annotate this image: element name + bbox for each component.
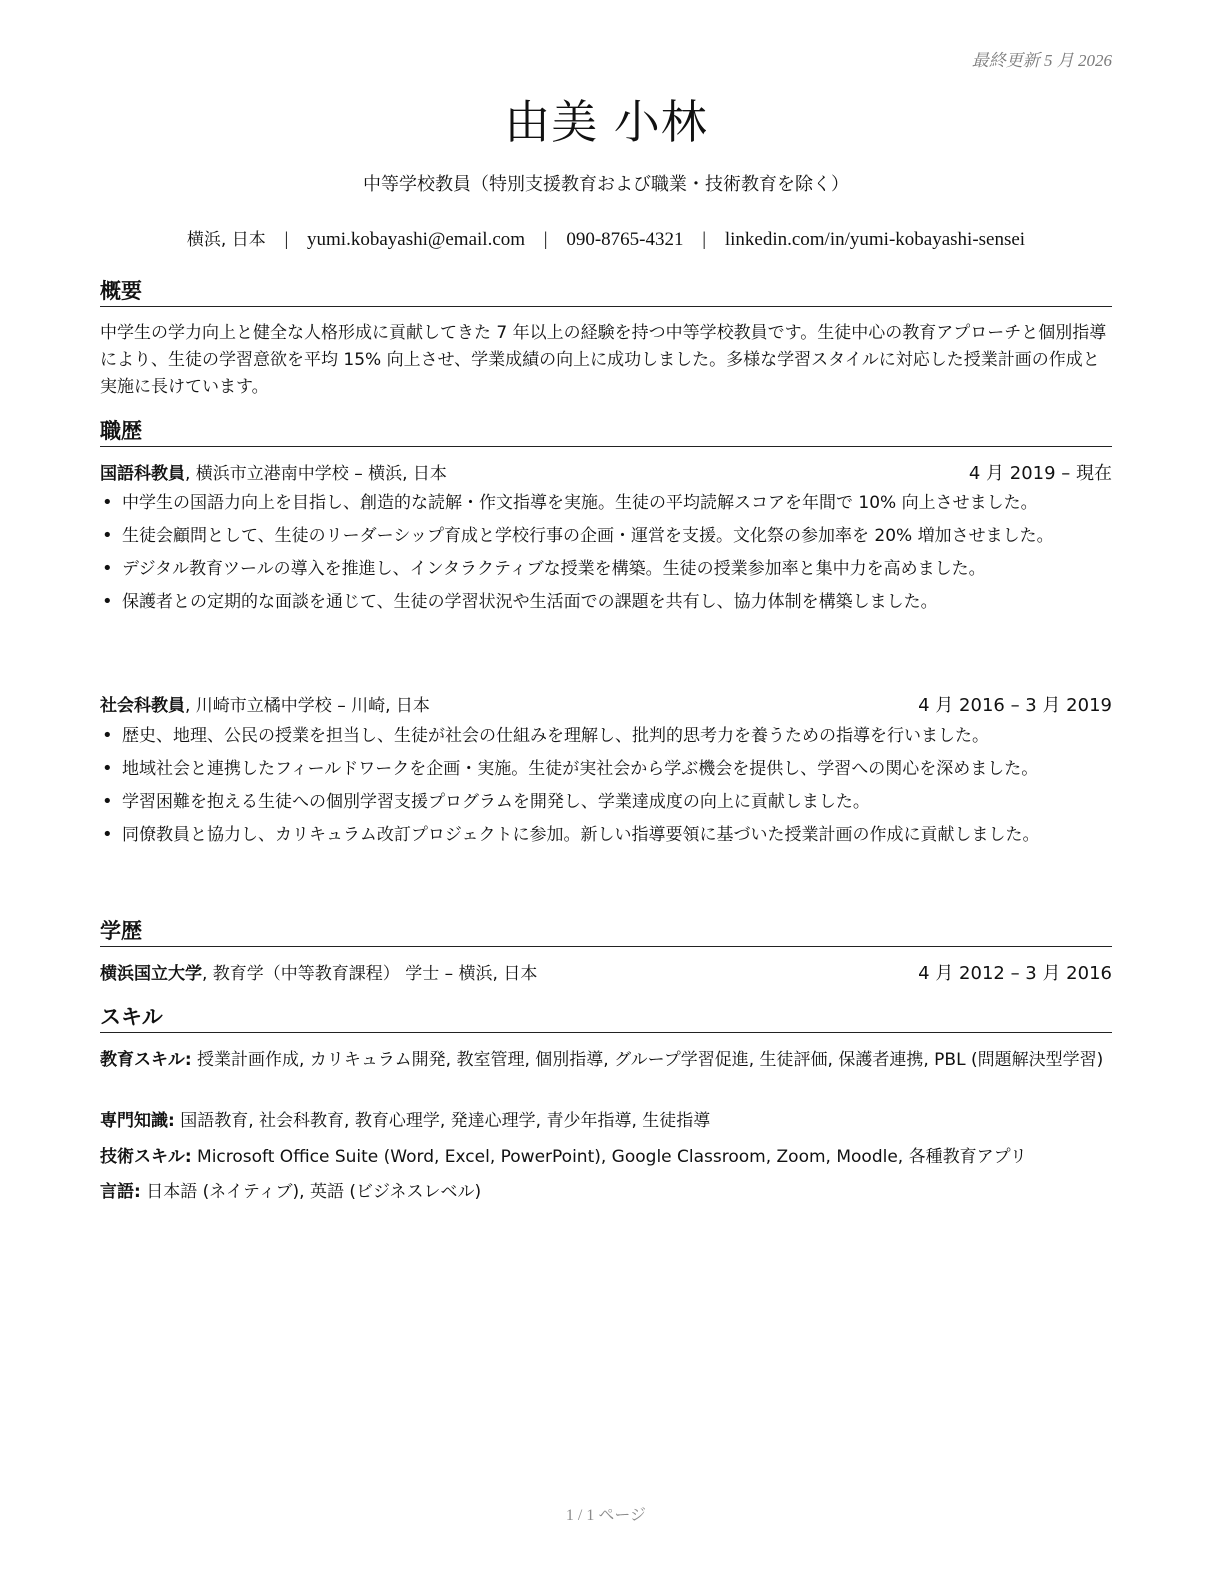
summary-text: 中学生の学力向上と健全な人格形成に貢献してきた 7 年以上の経験を持つ中等学校教員です。生徒中心の教育アプローチと個別指導により、生徒の学習意欲を平均 15% 向上させ、学業成績の向上に成功しました。多様な学習スタイルに対応した授業計画の作成と実施に長けています。 [100,323,1107,397]
list-item: • デジタル教育ツールの導入を推進し、インタラクティブな授業を構築。生徒の授業参加率と集中力を高めました。 [100,556,1112,582]
page-number: 1 / 1 ページ [565,1507,647,1524]
resume-page [100,0,1112,1584]
last-updated: 最終更新 5 月 2026 [971,51,1112,70]
list-item: • 同僚教員と協力し、カリキュラム改訂プロジェクトに参加。新しい指導要領に基づいた授業計画の作成に貢献しました。 [100,822,1112,848]
person-name: 由美 小林 [504,95,708,149]
job-role: 社会科教員 [100,696,185,716]
section-heading-education: 学歴 [100,918,1112,947]
job-org: , 横浜市立港南中学校 – 横浜, 日本 [185,464,447,484]
skill-label: 言語: [100,1182,141,1202]
list-item: • 地域社会と連携したフィールドワークを企画・実施。生徒が実社会から学ぶ機会を提供し、学習への関心を深めました。 [100,756,1112,782]
skill-label: 教育スキル: [100,1050,192,1070]
education-degree: , 教育学（中等教育課程） 学士 – 横浜, 日本 [202,964,538,984]
contact-phone[interactable]: 090-8765-4321 [566,229,684,250]
education-school: 横浜国立大学 [100,964,202,984]
contact-linkedin[interactable]: linkedin.com/in/yumi-kobayashi-sensei [724,229,1026,250]
contact-location: 横浜, 日本 [186,230,266,250]
job-bullets [100,490,1112,622]
education-dates: 4 月 2012 – 3 月 2016 [918,963,1112,984]
section-heading-skills: スキル [100,1004,1112,1033]
job-bullets [100,723,1112,855]
list-item: • 中学生の国語力向上を目指し、創造的な読解・作文指導を実施。生徒の平均読解スコアを年間で 10% 向上させました。 [100,490,1112,516]
skill-value: 国語教育, 社会科教育, 教育心理学, 発達心理学, 青少年指導, 生徒指導 [174,1111,711,1131]
contact-separator: | [284,229,289,250]
list-item: • 生徒会顧問として、生徒のリーダーシップ育成と学校行事の企画・運営を支援。文化祭の参加率を 20% 増加させました。 [100,523,1112,549]
education-entry [100,961,1112,987]
list-item: • 歴史、地理、公民の授業を担当し、生徒が社会の仕組みを理解し、批判的思考力を養うための指導を行いました。 [100,723,1112,749]
section-heading-experience: 職歴 [100,418,1112,447]
skill-label: 技術スキル: [100,1147,192,1167]
section-heading-summary: 概要 [100,278,1112,307]
skill-line [100,1108,1112,1134]
contact-separator: | [702,229,707,250]
skill-label: 専門知識: [100,1111,175,1131]
job-role: 国語科教員 [100,464,185,484]
skill-line [100,1144,1112,1170]
job-title: 中等学校教員（特別支援教育および職業・技術教育を除く） [363,174,849,195]
job-header [100,461,1112,487]
job-org: , 川崎市立橘中学校 – 川崎, 日本 [185,696,430,716]
skill-value: 授業計画作成, カリキュラム開発, 教室管理, 個別指導, グループ学習促進, 生徒評価, 保護者連携, PBL (問題解決型学習) [191,1050,1104,1070]
skill-line [100,1047,1112,1073]
contact-email[interactable]: yumi.kobayashi@email.com [307,229,526,250]
list-item: • 学習困難を抱える生徒への個別学習支援プログラムを開発し、学業達成度の向上に貢献しました。 [100,789,1112,815]
contact-separator: | [543,229,548,250]
skill-value: Microsoft Office Suite (Word, Excel, PowerPoint), Google Classroom, Zoom, Moodle, 各種教育アプリ [191,1147,1027,1167]
job-dates: 4 月 2019 – 現在 [968,463,1112,484]
list-item: • 保護者との定期的な面談を通じて、生徒の学習状況や生活面での課題を共有し、協力体制を構築しました。 [100,589,1112,615]
job-header [100,693,1112,719]
skill-line [100,1179,1112,1205]
job-dates: 4 月 2016 – 3 月 2019 [918,695,1112,716]
contact-line [100,225,1112,251]
skill-value: 日本語 (ネイティブ), 英語 (ビジネスレベル) [140,1182,482,1202]
